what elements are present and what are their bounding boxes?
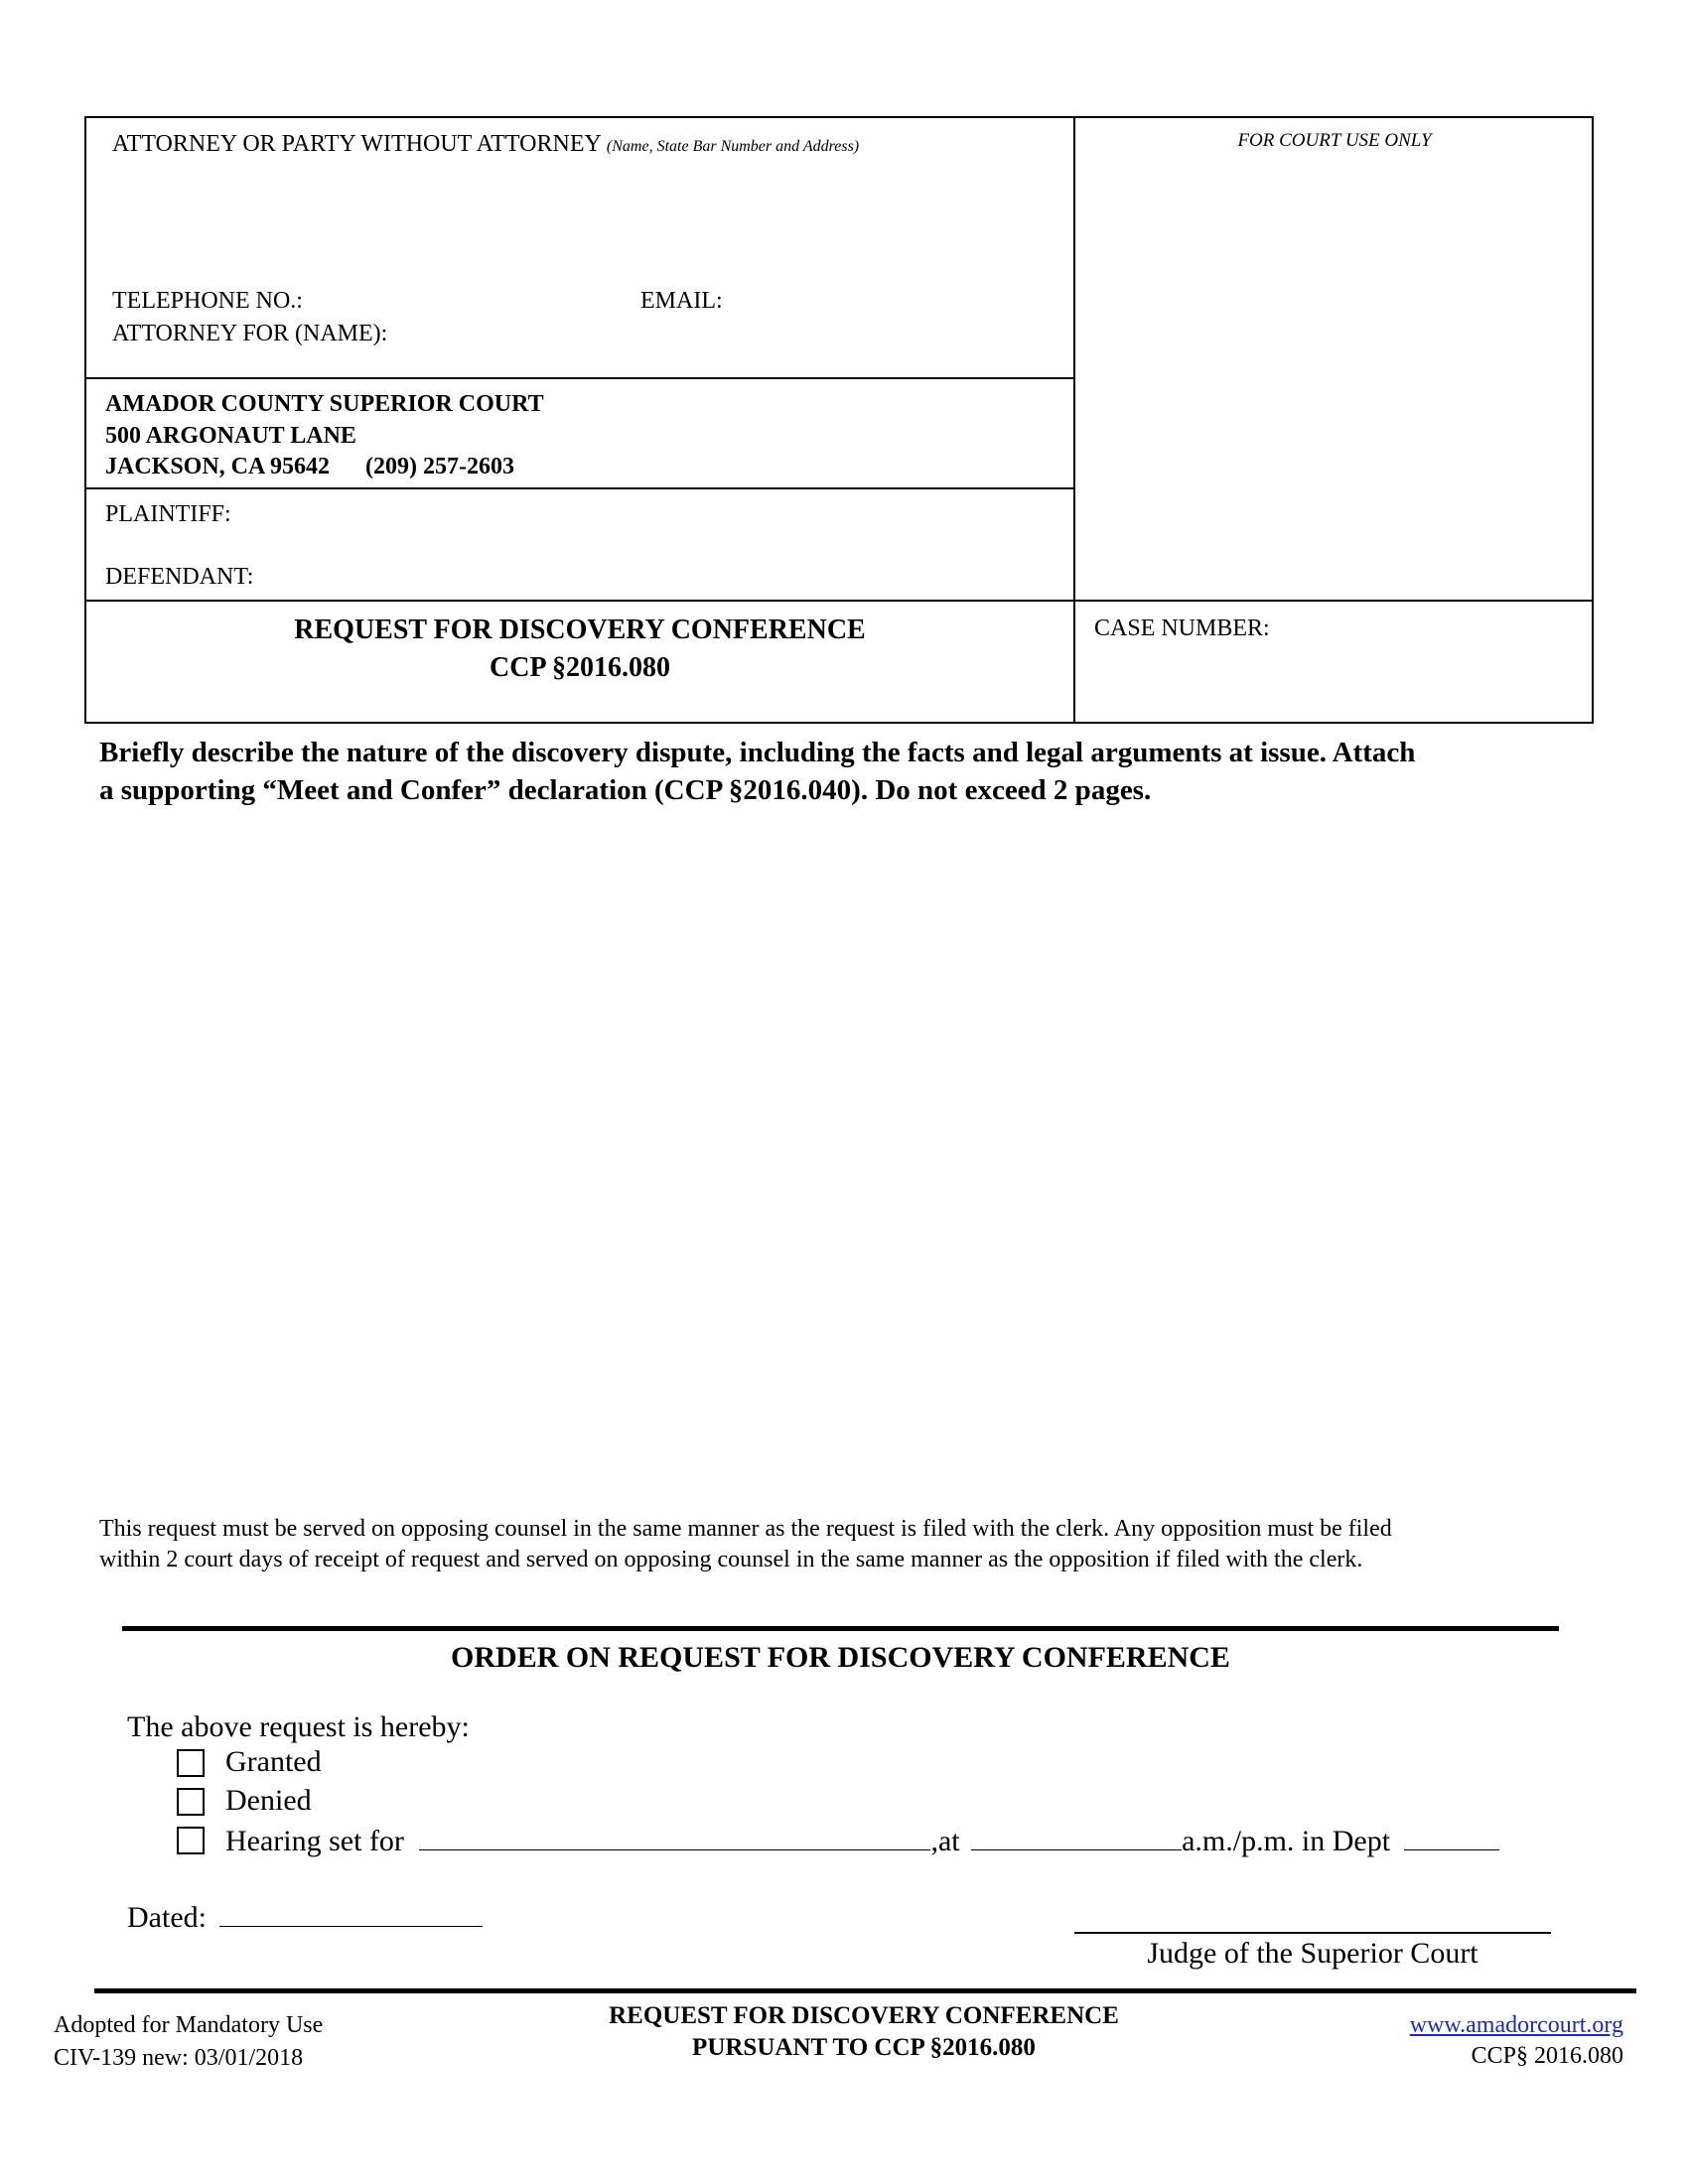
form-title-line2: CCP §2016.080 xyxy=(490,652,670,683)
case-number-label: CASE NUMBER: xyxy=(1094,615,1270,641)
footer-left-line1: Adopted for Mandatory Use xyxy=(54,2012,324,2038)
attorney-label xyxy=(112,129,859,162)
court-city-line xyxy=(105,452,514,481)
court-website-link[interactable]: www.amadorcourt.org xyxy=(1409,2012,1623,2038)
instructions-line2: a supporting “Meet and Confer” declaration (CCP §2016.040). Do not exceed 2 pages. xyxy=(99,774,1152,806)
divider-title-row xyxy=(84,600,1594,602)
order-title: ORDER ON REQUEST FOR DISCOVERY CONFERENCE xyxy=(451,1641,1230,1674)
granted-checkbox[interactable] xyxy=(177,1749,205,1777)
denied-checkbox[interactable] xyxy=(177,1788,205,1816)
attorney-for-label: ATTORNEY FOR (NAME): xyxy=(112,321,388,346)
dispute-description-area[interactable] xyxy=(99,824,1589,1499)
column-divider xyxy=(1073,116,1075,724)
order-intro: The above request is hereby: xyxy=(127,1710,470,1743)
attorney-label-sub: (Name, State Bar Number and Address) xyxy=(606,138,860,155)
footer-left-line2: CIV-139 new: 03/01/2018 xyxy=(54,2045,304,2071)
service-note-line1: This request must be served on opposing counsel in the same manner as the request is filed with the clerk. Any opposition must be filed xyxy=(99,1516,1392,1542)
defendant-label: DEFENDANT: xyxy=(105,564,254,590)
hearing-label: Hearing set for xyxy=(225,1825,404,1857)
order-top-rule xyxy=(122,1626,1559,1631)
court-use-label: FOR COURT USE ONLY xyxy=(1237,130,1432,151)
hearing-time-field[interactable] xyxy=(971,1822,1182,1850)
dated-row xyxy=(127,1898,483,1936)
court-phone: (209) 257-2603 xyxy=(365,454,515,479)
hearing-ampm-label: a.m./p.m. in Dept xyxy=(1182,1825,1391,1857)
footer-right xyxy=(1291,2010,1623,2072)
hearing-date-field[interactable] xyxy=(419,1822,930,1850)
court-name: AMADOR COUNTY SUPERIOR COURT xyxy=(105,391,544,417)
judge-label: Judge of the Superior Court xyxy=(1147,1937,1478,1970)
dated-field[interactable] xyxy=(219,1898,483,1927)
hearing-dept-field[interactable] xyxy=(1404,1822,1499,1850)
attorney-label-main: ATTORNEY OR PARTY WITHOUT ATTORNEY xyxy=(112,131,601,157)
divider-attorney-court xyxy=(84,377,1075,379)
instructions-line1: Briefly describe the nature of the discovery dispute, including the facts and legal arguments at issue. Attach xyxy=(99,737,1416,768)
denied-label: Denied xyxy=(225,1784,312,1817)
granted-label: Granted xyxy=(225,1745,322,1778)
court-street: 500 ARGONAUT LANE xyxy=(105,423,356,449)
footer-rule xyxy=(94,1988,1636,1993)
hearing-row xyxy=(225,1822,1499,1859)
telephone-label: TELEPHONE NO.: xyxy=(112,288,303,314)
dated-label: Dated: xyxy=(127,1901,207,1934)
court-city: JACKSON, CA 95642 xyxy=(105,454,331,479)
divider-court-parties xyxy=(84,487,1075,489)
hearing-at-label: ,at xyxy=(930,1825,960,1857)
email-label: EMAIL: xyxy=(640,288,723,314)
hearing-checkbox[interactable] xyxy=(177,1827,205,1854)
footer-center-line2: PURSUANT TO CCP §2016.080 xyxy=(692,2034,1036,2061)
form-title-line1: REQUEST FOR DISCOVERY CONFERENCE xyxy=(294,614,866,645)
footer-center-line1: REQUEST FOR DISCOVERY CONFERENCE xyxy=(609,2002,1119,2029)
plaintiff-label: PLAINTIFF: xyxy=(105,501,231,527)
judge-signature-line[interactable] xyxy=(1074,1932,1551,1934)
footer-right-line2: CCP§ 2016.080 xyxy=(1471,2043,1623,2069)
service-note-line2: within 2 court days of receipt of request and served on opposing counsel in the same manner as the opposition if filed with the clerk. xyxy=(99,1547,1363,1572)
